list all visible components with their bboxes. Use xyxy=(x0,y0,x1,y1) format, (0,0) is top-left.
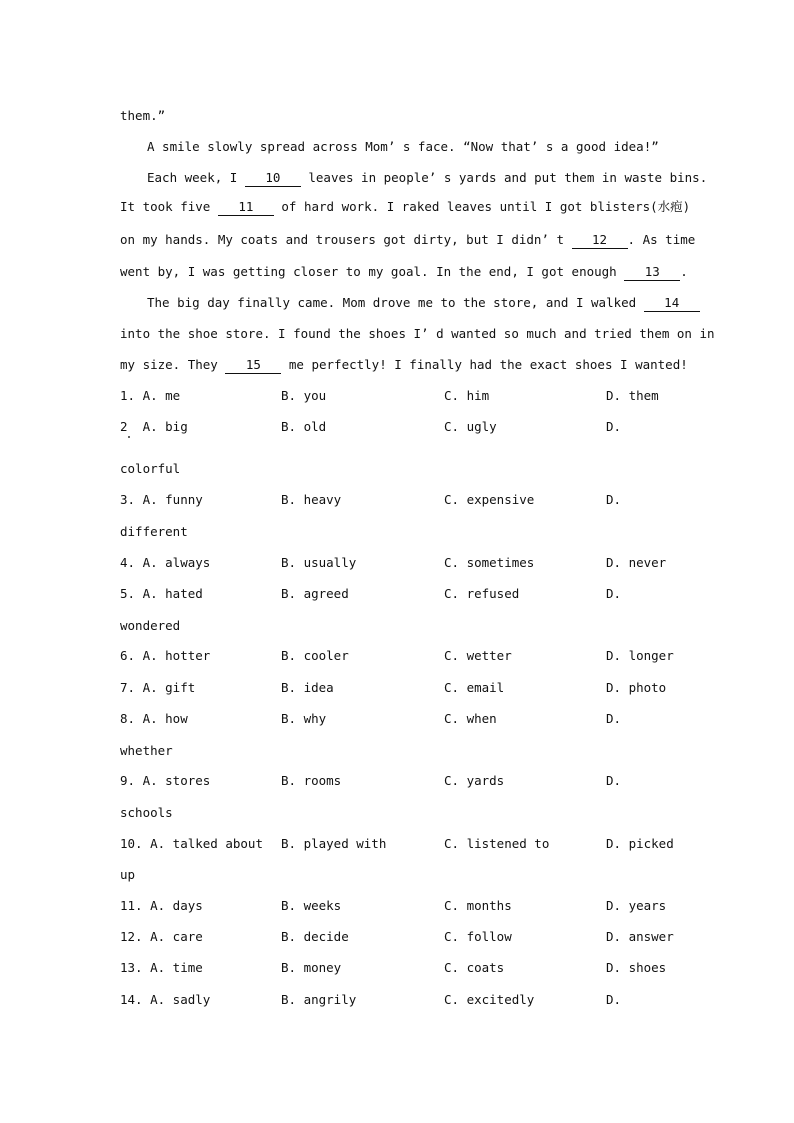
option-12-d: D. answer xyxy=(606,929,674,944)
blank-14: 14 xyxy=(644,295,700,312)
blank-12: 12 xyxy=(572,232,628,249)
option-14-d: D. xyxy=(606,992,622,1007)
option-11-b: B. weeks xyxy=(281,898,342,913)
option-9-b: B. rooms xyxy=(281,773,342,788)
option-8-c: C. when xyxy=(444,711,497,726)
blank-15: 15 xyxy=(225,357,281,374)
option-4-b: B. usually xyxy=(281,555,357,570)
option-7-b: B. idea xyxy=(281,680,334,695)
option-12-a: 12. A. care xyxy=(120,929,203,944)
option-3-wrap: different xyxy=(120,524,188,539)
option-3-d: D. xyxy=(606,492,622,507)
option-1-d: D. them xyxy=(606,388,659,403)
option-8-wrap: whether xyxy=(120,743,173,758)
passage-line: It took five 11 of hard work. I raked leaves until I got blisters(水疱) xyxy=(120,199,691,214)
blank-11: 11 xyxy=(218,199,274,216)
option-10-d: D. picked xyxy=(606,836,674,851)
option-13-a: 13. A. time xyxy=(120,960,203,975)
passage-line: A smile slowly spread across Mom’ s face. “Now that’ s a good idea!” xyxy=(147,139,659,154)
option-11-d: D. years xyxy=(606,898,667,913)
passage-line: went by, I was getting closer to my goal. In the end, I got enough 13 . xyxy=(120,264,688,279)
option-12-c: C. follow xyxy=(444,929,512,944)
option-14-b: B. angrily xyxy=(281,992,357,1007)
option-11-c: C. months xyxy=(444,898,512,913)
option-10-a: 10. A. talked about xyxy=(120,836,263,851)
passage-line: them.” xyxy=(120,108,166,123)
option-2-c: C. ugly xyxy=(444,419,497,434)
option-12-b: B. decide xyxy=(281,929,349,944)
option-5-c: C. refused xyxy=(444,586,520,601)
option-7-c: C. email xyxy=(444,680,505,695)
option-7-a: 7. A. gift xyxy=(120,680,196,695)
option-8-d: D. xyxy=(606,711,622,726)
option-13-b: B. money xyxy=(281,960,342,975)
option-8-a: 8. A. how xyxy=(120,711,188,726)
option-8-b: B. why xyxy=(281,711,327,726)
option-6-c: C. wetter xyxy=(444,648,512,663)
passage-line: my size. They 15 me perfectly! I finally had the exact shoes I wanted! xyxy=(120,357,688,372)
option-1-c: C. him xyxy=(444,388,490,403)
option-14-c: C. excitedly xyxy=(444,992,535,1007)
option-5-d: D. xyxy=(606,586,622,601)
option-7-d: D. photo xyxy=(606,680,667,695)
option-4-a: 4. A. always xyxy=(120,555,211,570)
option-10-c: C. listened to xyxy=(444,836,550,851)
option-9-d: D. xyxy=(606,773,622,788)
stray-dot xyxy=(128,436,130,438)
option-11-a: 11. A. days xyxy=(120,898,203,913)
option-9-wrap: schools xyxy=(120,805,173,820)
option-13-c: C. coats xyxy=(444,960,505,975)
passage-line: into the shoe store. I found the shoes I’ d wanted so much and tried them on in xyxy=(120,326,715,341)
option-2-wrap: colorful xyxy=(120,461,181,476)
option-10-wrap: up xyxy=(120,867,136,882)
option-2-b: B. old xyxy=(281,419,327,434)
option-2-d: D. xyxy=(606,419,622,434)
blank-10: 10 xyxy=(245,170,301,187)
passage-line: The big day finally came. Mom drove me to the store, and I walked 14 xyxy=(147,295,707,312)
option-10-b: B. played with xyxy=(281,836,387,851)
option-3-a: 3. A. funny xyxy=(120,492,203,507)
option-4-c: C. sometimes xyxy=(444,555,535,570)
option-5-a: 5. A. hated xyxy=(120,586,203,601)
option-9-a: 9. A. stores xyxy=(120,773,211,788)
option-14-a: 14. A. sadly xyxy=(120,992,211,1007)
option-13-d: D. shoes xyxy=(606,960,667,975)
option-4-d: D. never xyxy=(606,555,667,570)
option-3-c: C. expensive xyxy=(444,492,535,507)
passage-line: on my hands. My coats and trousers got dirty, but I didn’ t 12 . As time xyxy=(120,232,696,247)
option-1-a: 1. A. me xyxy=(120,388,181,403)
option-1-b: B. you xyxy=(281,388,327,403)
option-5-b: B. agreed xyxy=(281,586,349,601)
passage-line: Each week, I 10 leaves in people’ s yards and put them in waste bins. xyxy=(147,170,708,185)
blank-13: 13 xyxy=(624,264,680,281)
option-6-b: B. cooler xyxy=(281,648,349,663)
option-6-d: D. longer xyxy=(606,648,674,663)
option-9-c: C. yards xyxy=(444,773,505,788)
option-3-b: B. heavy xyxy=(281,492,342,507)
option-5-wrap: wondered xyxy=(120,618,181,633)
option-2-a: 2 A. big xyxy=(120,419,188,434)
option-6-a: 6. A. hotter xyxy=(120,648,211,663)
